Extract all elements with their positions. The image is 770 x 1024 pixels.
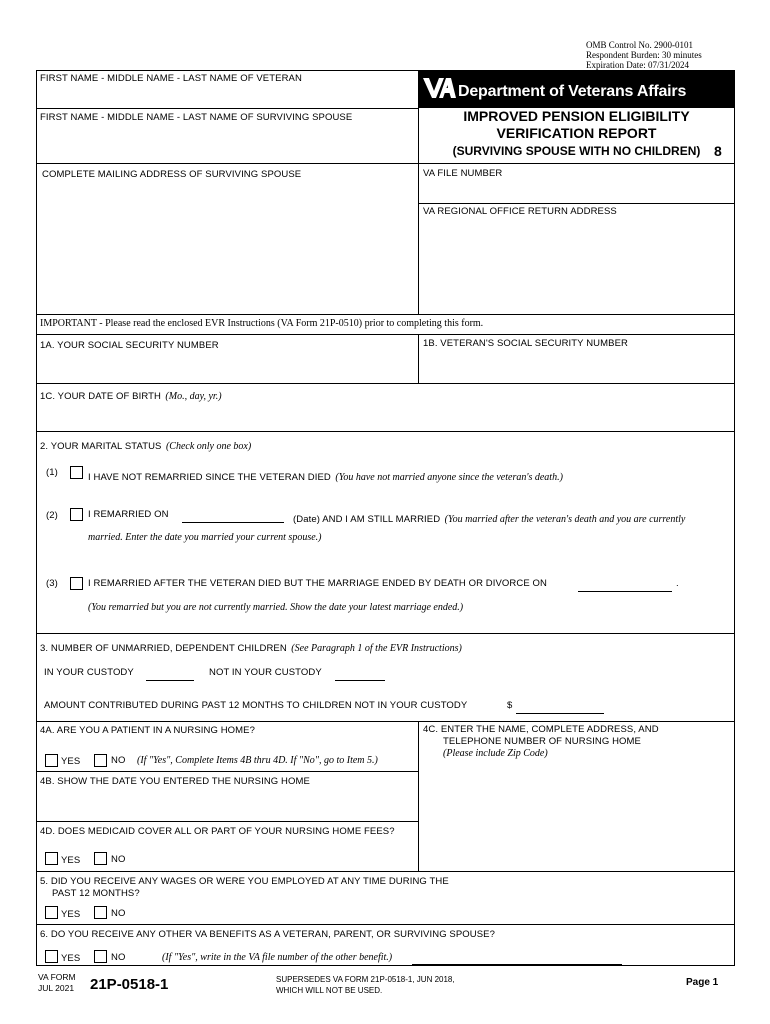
q2-opt3-hint: (You remarried but you are not currently married. Show the date your latest marriage ended.)	[88, 602, 464, 613]
form-title	[418, 108, 735, 159]
divider	[418, 203, 735, 204]
agency-banner	[418, 70, 735, 108]
q6-yes-checkbox[interactable]	[45, 950, 58, 963]
va-file-number-field[interactable]	[419, 181, 734, 202]
va-file-number-label: VA FILE NUMBER	[423, 168, 503, 179]
footer-supersedes-1: SUPERSEDES VA FORM 21P-0518-1, JUN 2018,	[276, 975, 455, 984]
q1b-label: 1B. VETERAN'S SOCIAL SECURITY NUMBER	[423, 338, 628, 349]
q4c-line1: 4C. ENTER THE NAME, COMPLETE ADDRESS, AND	[423, 724, 659, 735]
q6-label: 6. DO YOU RECEIVE ANY OTHER VA BENEFITS AS A VETERAN, PARENT, OR SURVIVING SPOUSE?	[40, 929, 496, 940]
agency-name: Department of Veterans Affairs	[458, 83, 687, 100]
q4d-no-checkbox[interactable]	[94, 852, 107, 865]
q5-no-checkbox[interactable]	[94, 906, 107, 919]
q6-no-checkbox[interactable]	[94, 950, 107, 963]
q2-opt1-row	[88, 467, 563, 485]
q4a-hint: (If "Yes", Complete Items 4B thru 4D. If "No", go to Item 5.)	[137, 755, 378, 766]
divider	[36, 108, 419, 109]
amount-contributed-label: AMOUNT CONTRIBUTED DURING PAST 12 MONTHS TO CHILDREN NOT IN YOUR CUSTODY	[44, 700, 468, 711]
marriage-ended-date-field[interactable]	[578, 591, 672, 592]
divider	[36, 431, 735, 432]
q2-opt2-checkbox[interactable]	[70, 508, 83, 521]
divider	[36, 721, 735, 722]
q1a-label: 1A. YOUR SOCIAL SECURITY NUMBER	[40, 340, 219, 351]
q4c-hint: (Please include Zip Code)	[443, 748, 548, 759]
q5-line1: 5. DID YOU RECEIVE ANY WAGES OR WERE YOU EMPLOYED AT ANY TIME DURING THE	[40, 876, 449, 887]
q2-opt3-checkbox[interactable]	[70, 577, 83, 590]
q6-hint: (If "Yes", write in the VA file number of the other benefit.)	[162, 952, 393, 963]
q5-no-label: NO	[111, 908, 126, 919]
q1c-hint: (Mo., day, yr.)	[165, 391, 222, 402]
divider	[36, 871, 735, 872]
q4a-yes-label: YES	[61, 756, 81, 767]
divider	[36, 771, 419, 772]
q4a-yes-checkbox[interactable]	[45, 754, 58, 767]
footer-form-number: 21P-0518-1	[90, 976, 169, 993]
q2-opt2-hint2: married. Enter the date you married your current spouse.)	[88, 532, 322, 543]
amount-contributed-field[interactable]	[516, 713, 604, 714]
q4d-yes-checkbox[interactable]	[45, 852, 58, 865]
q5-yes-label: YES	[61, 909, 81, 920]
q4a-label: 4A. ARE YOU A PATIENT IN A NURSING HOME?	[40, 725, 255, 736]
q5-label-block	[40, 876, 449, 900]
q3-hint: (See Paragraph 1 of the EVR Instructions)	[291, 643, 462, 654]
q2-hint: (Check only one box)	[165, 441, 252, 452]
in-custody-field[interactable]	[146, 680, 194, 681]
form-digit: 8	[714, 143, 722, 159]
q3-label-row	[40, 638, 462, 656]
q4a-no-label: NO	[111, 755, 126, 766]
q4b-label: 4B. SHOW THE DATE YOU ENTERED THE NURSING HOME	[40, 776, 310, 787]
q2-opt2-text-b: (Date) AND I AM STILL MARRIED	[293, 514, 441, 525]
footer-supersedes-block	[276, 974, 455, 996]
divider	[36, 163, 735, 164]
divider	[36, 383, 735, 384]
q2-opt3-num: (3)	[46, 578, 58, 589]
omb-expiration: Expiration Date: 07/31/2024	[586, 60, 689, 70]
important-note: IMPORTANT - Please read the enclosed EVR Instructions (VA Form 21P-0510) prior to completing this form.	[40, 318, 484, 329]
q5-yes-checkbox[interactable]	[45, 906, 58, 919]
q4c-line2: TELEPHONE NUMBER OF NURSING HOME	[443, 736, 641, 747]
q2-opt3-period: .	[676, 578, 679, 589]
footer-date: JUL 2021	[38, 983, 75, 993]
q2-opt3-text: I REMARRIED AFTER THE VETERAN DIED BUT THE MARRIAGE ENDED BY DEATH OR DIVORCE ON	[88, 578, 547, 589]
dob-field[interactable]	[37, 400, 734, 430]
spouse-name-label: FIRST NAME - MIDDLE NAME - LAST NAME OF SURVIVING SPOUSE	[40, 112, 353, 123]
q5-line2: PAST 12 MONTHS?	[52, 888, 140, 899]
mailing-address-label: COMPLETE MAILING ADDRESS OF SURVIVING SPOUSE	[42, 169, 302, 180]
divider	[36, 924, 735, 925]
veteran-name-label: FIRST NAME - MIDDLE NAME - LAST NAME OF VETERAN	[40, 73, 302, 84]
q4a-no-checkbox[interactable]	[94, 754, 107, 767]
divider	[36, 334, 735, 335]
q2-opt2-row	[293, 509, 685, 527]
not-in-custody-label: NOT IN YOUR CUSTODY	[209, 667, 322, 678]
omb-control: OMB Control No. 2900-0101	[586, 40, 694, 50]
other-va-file-number-field[interactable]	[412, 964, 622, 965]
veteran-name-field[interactable]	[37, 86, 417, 107]
regional-office-label: VA REGIONAL OFFICE RETURN ADDRESS	[423, 206, 617, 217]
q2-opt1-text: I HAVE NOT REMARRIED SINCE THE VETERAN DIED	[88, 472, 331, 483]
nursing-home-field[interactable]	[419, 766, 734, 870]
in-custody-label: IN YOUR CUSTODY	[44, 667, 134, 678]
q2-opt1-hint: (You have not married anyone since the veteran's death.)	[335, 472, 563, 483]
footer-page: Page 1	[686, 977, 719, 988]
q1c-label: 1C. YOUR DATE OF BIRTH	[40, 391, 161, 402]
footer-supersedes-2: WHICH WILL NOT BE USED.	[276, 986, 383, 995]
q2-opt2-num: (2)	[46, 510, 58, 521]
q2-opt2-hint: (You married after the veteran's death and you are currently	[444, 514, 686, 525]
q4d-label: 4D. DOES MEDICAID COVER ALL OR PART OF YOUR NURSING HOME FEES?	[40, 826, 395, 837]
q4d-yes-label: YES	[61, 855, 81, 866]
omb-block	[586, 40, 702, 70]
remarried-date-field[interactable]	[182, 522, 284, 523]
q6-no-label: NO	[111, 952, 126, 963]
veteran-ssn-field[interactable]	[419, 354, 734, 382]
title-line-2: VERIFICATION REPORT	[496, 125, 657, 141]
divider	[36, 633, 735, 634]
ssn-field[interactable]	[37, 354, 417, 382]
mailing-address-field[interactable]	[37, 183, 417, 313]
q2-label-row	[40, 436, 251, 454]
nursing-home-date-field[interactable]	[37, 790, 417, 820]
va-logo-icon	[422, 75, 456, 101]
spouse-name-field[interactable]	[37, 125, 417, 162]
q2-opt1-checkbox[interactable]	[70, 466, 83, 479]
divider	[36, 821, 419, 822]
omb-burden: Respondent Burden: 30 minutes	[586, 50, 702, 60]
regional-office-field[interactable]	[419, 220, 734, 313]
q2-opt2-text: I REMARRIED ON	[88, 509, 169, 520]
q3-label: 3. NUMBER OF UNMARRIED, DEPENDENT CHILDREN	[40, 643, 287, 654]
q2-opt1-num: (1)	[46, 467, 58, 478]
q4d-no-label: NO	[111, 854, 126, 865]
footer-va-form: VA FORM	[38, 972, 76, 982]
divider	[36, 314, 735, 315]
q4c-label-block	[423, 724, 659, 760]
not-in-custody-field[interactable]	[335, 680, 385, 681]
q6-yes-label: YES	[61, 953, 81, 964]
dollar-sign: $	[507, 700, 513, 711]
q2-label: 2. YOUR MARITAL STATUS	[40, 441, 162, 452]
footer-form-block	[38, 972, 76, 994]
title-line-3: (SURVIVING SPOUSE WITH NO CHILDREN)	[452, 144, 701, 158]
title-line-1: IMPROVED PENSION ELIGIBILITY	[463, 108, 690, 124]
